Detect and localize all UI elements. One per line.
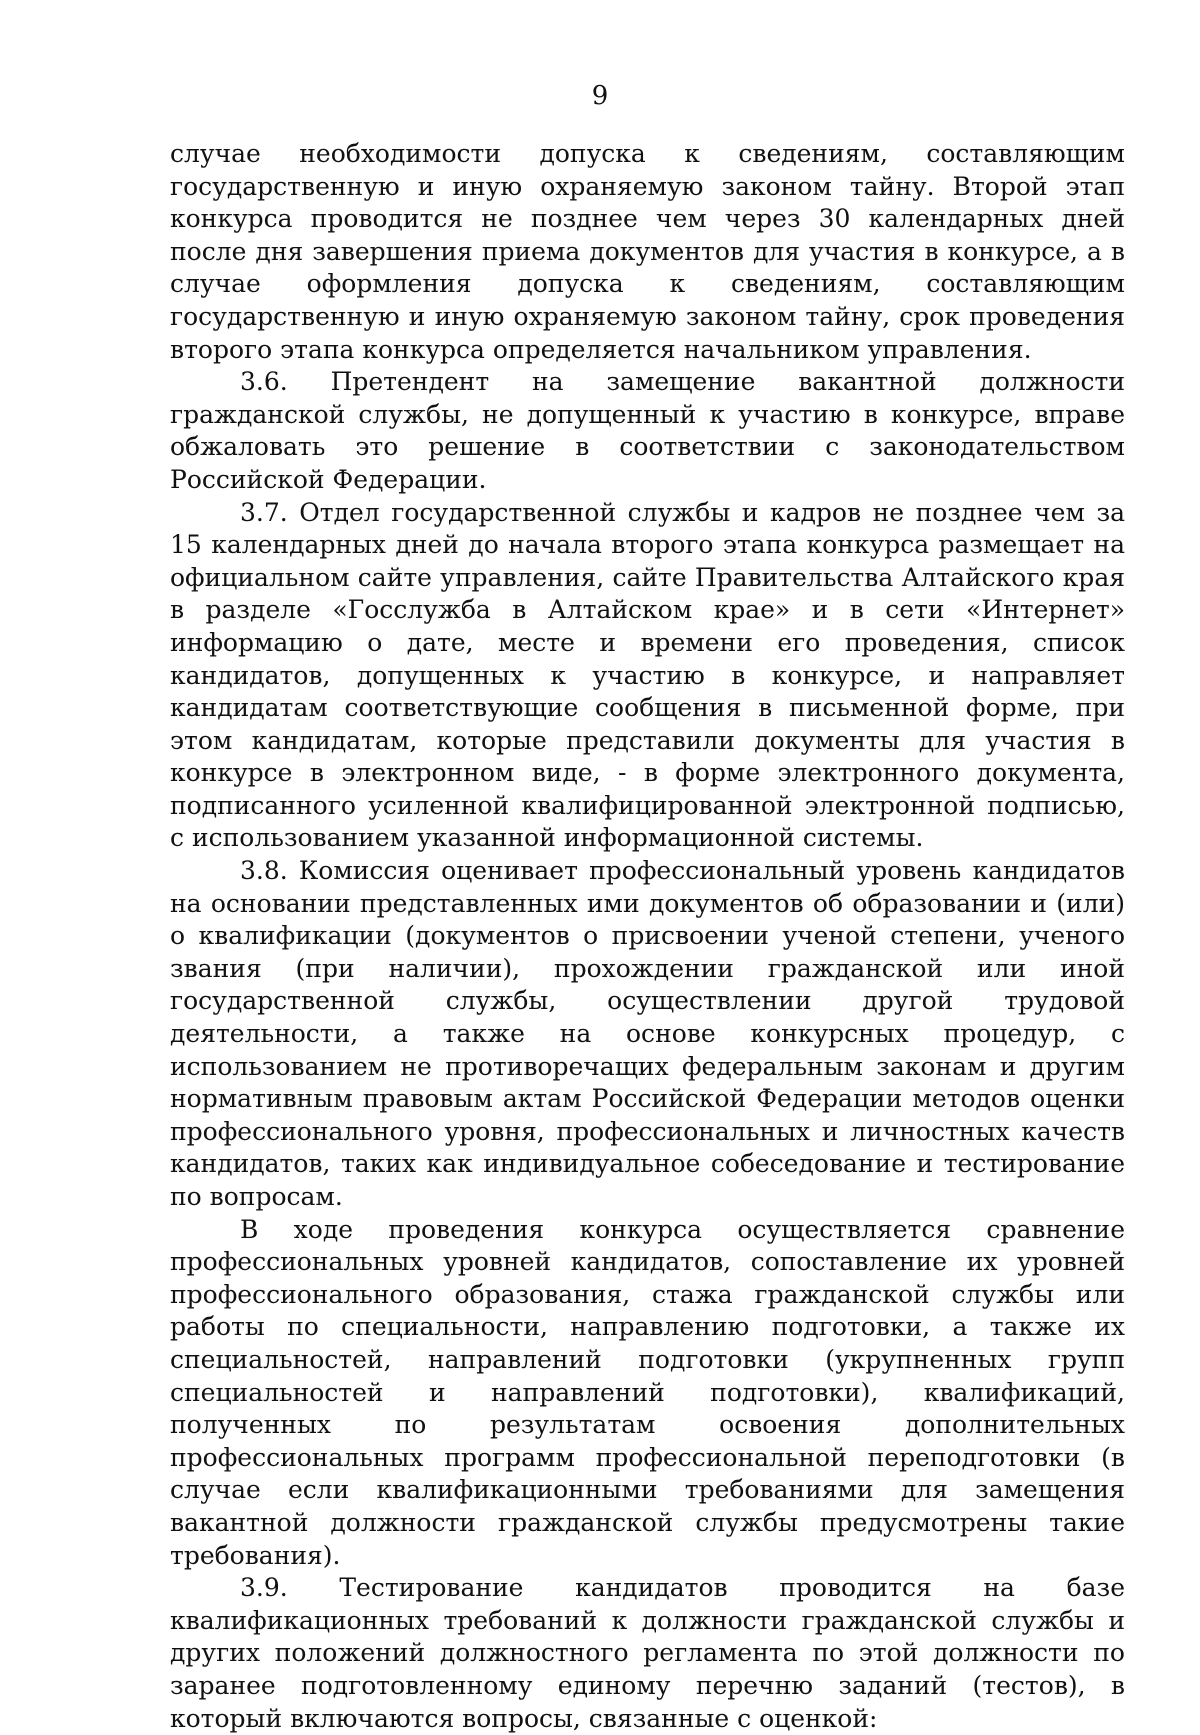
paragraph-3-6 bbox=[170, 366, 1125, 496]
paragraph-number: 3.6. bbox=[240, 367, 288, 397]
paragraph-continuation bbox=[170, 138, 1125, 366]
paragraph-text: Тестирование кандидатов проводится на базе квалификационных требований к должности гражданской службы и других положений должностного регламента по этой должности по заранее подготовленному единому перечню заданий (тестов), в который включаются вопросы, связанные с оценкой: bbox=[170, 1573, 1125, 1733]
paragraph-text: Претендент на замещение вакантной должности гражданской службы, не допущенный к участию в конкурсе, вправе обжаловать это решение в соответствии с законодательством Российской Федерации. bbox=[170, 367, 1125, 494]
paragraph-3-8 bbox=[170, 855, 1125, 1214]
paragraph-text: случае необходимости допуска к сведениям, составляющим государственную и иную охраняемую законом тайну. Второй этап конкурса проводится не позднее чем через 30 календарных дней после дня завершения приема документов для участия в конкурсе, а в случае оформления допуска к сведениям, составляющим государственную и иную охраняемую законом тайну, срок проведения второго этапа конкурса определяется начальником управления. bbox=[170, 139, 1125, 364]
paragraph-3-7 bbox=[170, 497, 1125, 856]
paragraph-text: Комиссия оценивает профессиональный уровень кандидатов на основании представленных ими документов об образовании и (или) о квалификации (документов о присвоении ученой степени, ученого звания (при наличии), прохождении гражданской или иной государственной службы, осуществлении другой трудовой деятельности, а также на основе конкурсных процедур, с использованием не противоречащих федеральным законам и другим нормативным правовым актам Российской Федерации методов оценки профессионального уровня, профессиональных и личностных качеств кандидатов, таких как индивидуальное собеседование и тестирование по вопросам. bbox=[170, 856, 1125, 1211]
page-number: 9 bbox=[591, 81, 609, 111]
paragraph-number: 3.9. bbox=[240, 1573, 288, 1603]
document-body bbox=[170, 138, 1125, 1735]
paragraph-text: Отдел государственной службы и кадров не позднее чем за 15 календарных дней до начала второго этапа конкурса размещает на официальном сайте управления, сайте Правительства Алтайского края в разделе «Госслужба в Алтайском крае» и в сети «Интернет» информацию о дате, месте и времени его проведения, список кандидатов, допущенных к участию в конкурсе, и направляет кандидатам соответствующие сообщения в письменной форме, при этом кандидатам, которые представили документы для участия в конкурсе в электронном виде, - в форме электронного документа, подписанного усиленной квалифицированной электронной подписью, с использованием указанной информационной системы. bbox=[170, 497, 1126, 853]
paragraph-3-9 bbox=[170, 1572, 1125, 1735]
paragraph-number: 3.8. bbox=[240, 856, 288, 886]
paragraph-text: В ходе проведения конкурса осуществляется сравнение профессиональных уровней кандидатов, сопоставление их уровней профессионального образования, стажа гражданской службы или работы по специальности, направлению подготовки, а также их специальностей, направлений подготовки (укрупненных групп специальностей и направлений подготовки), квалификаций, полученных по результатам освоения дополнительных профессиональных программ профессиональной переподготовки (в случае если квалификационными требованиями для замещения вакантной должности гражданской службы предусмотрены такие требования). bbox=[170, 1214, 1125, 1570]
paragraph-number: 3.7. bbox=[240, 497, 288, 527]
paragraph-3-8-comparison bbox=[170, 1214, 1125, 1573]
